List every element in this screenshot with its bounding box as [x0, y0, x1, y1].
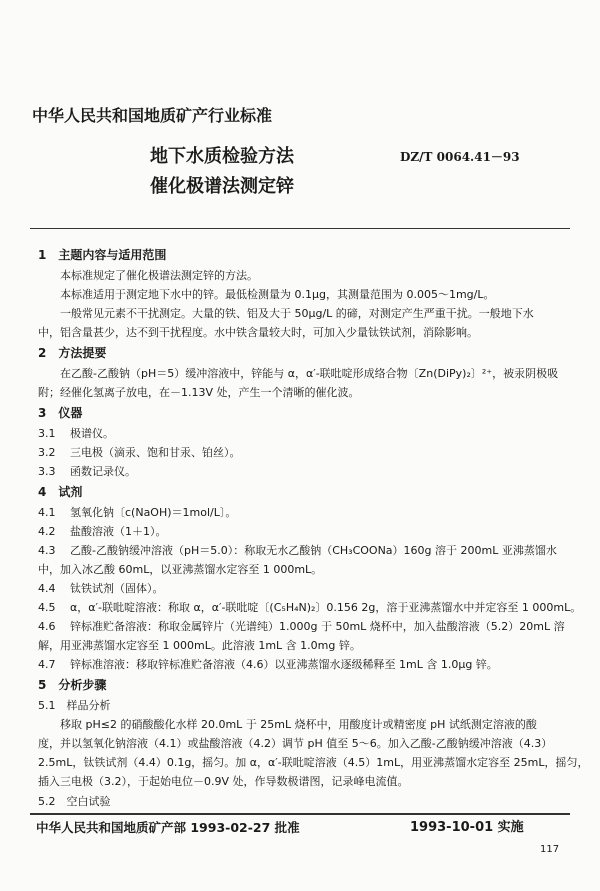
paragraph: 2.5mL，钛铁试剂（4.4）0.1g，摇匀。加 α，α′-联吡啶溶液（4.5）1mL，用亚沸蒸馏水定容至 25mL，摇匀，: [38, 756, 589, 769]
effective-date: 1993-10-01 实施: [410, 820, 524, 835]
list-item: [38, 655, 498, 674]
section-2-heading: 2 方法提要: [38, 346, 107, 360]
item-number: 4.2: [38, 525, 56, 538]
item-text: 氢氧化钠〔c(NaOH)＝1mol/L〕。: [70, 506, 237, 519]
footer-rule: [30, 813, 570, 815]
section-5-heading: 5 分析步骤: [38, 678, 107, 692]
item-number: 4.6: [38, 620, 56, 633]
list-item: [38, 443, 241, 462]
item-number: 4.5: [38, 601, 56, 614]
list-item: [38, 579, 164, 598]
item-text: 锌标准贮备溶液：称取金属锌片（光谱纯）1.000g 于 50mL 烧杯中，加入盐酸溶液（5.2）20mL 溶: [70, 620, 565, 633]
item-number: 3.2: [38, 446, 56, 459]
paragraph: 附；经催化氢离子放电，在－1.13V 处，产生一个清晰的催化波。: [38, 386, 360, 399]
item-text: 钛铁试剂（固体）。: [70, 582, 164, 595]
list-item: [38, 424, 114, 443]
item-number: 4.3: [38, 544, 56, 557]
item-text: 解，用亚沸蒸馏水定容至 1 000mL。此溶液 1mL 含 1.0mg 锌。: [38, 639, 361, 652]
page-number: 117: [540, 844, 560, 855]
paragraph: 在乙酸-乙酸钠（pH＝5）缓冲溶液中，锌能与 α，α′-联吡啶形成络合物〔Zn(DiPy)₂〕²⁺，被汞阴极吸: [60, 367, 559, 380]
standard-code: DZ/T 0064.41－93: [400, 150, 520, 164]
item-number: 4.4: [38, 582, 56, 595]
item-text: 三电极（滴汞、饱和甘汞、铂丝）。: [70, 446, 241, 459]
section-3-heading: 3 仪器: [38, 406, 83, 420]
list-item: [38, 462, 136, 481]
item-text: α，α′-联吡啶溶液：称取 α，α′-联吡啶〔(C₅H₄N)₂〕0.156 2g，溶于亚沸蒸馏水中并定容至 1 000mL。: [70, 601, 582, 614]
item-text: 函数记录仪。: [70, 465, 136, 478]
org-title: 中华人民共和国地质矿产行业标准: [32, 106, 273, 125]
list-item: [38, 503, 236, 522]
section-1-heading: 1 主题内容与适用范围: [38, 248, 167, 262]
paragraph: 中，铝含量甚少，达不到干扰程度。水中铁含量较大时，可加入少量钛铁试剂，消除影响。: [38, 326, 478, 339]
paragraph: 插入三电极（3.2），于起始电位－0.9V 处，作导数极谱图，记录峰电流值。: [38, 775, 409, 788]
list-item: [38, 560, 322, 579]
item-text: 盐酸溶液（1＋1）。: [70, 525, 167, 538]
item-text: 锌标准溶液：移取锌标准贮备溶液（4.6）以亚沸蒸馏水逐级稀释至 1mL 含 1.0μg 锌。: [70, 658, 498, 671]
subsection-5-2: 5.2 空白试验: [38, 795, 111, 808]
item-number: 3.3: [38, 465, 56, 478]
doc-title-line1: 地下水质检验方法: [150, 146, 294, 167]
subsection-5-1: 5.1 样品分析: [38, 699, 111, 712]
approval-date: 中华人民共和国地质矿产部 1993-02-27 批准: [36, 820, 300, 835]
paragraph: 本标准规定了催化极谱法测定锌的方法。: [60, 269, 258, 282]
item-number: 3.1: [38, 427, 56, 440]
paragraph: 移取 pH≤2 的硝酸酸化水样 20.0mL 于 25mL 烧杯中，用酸度计或精密度 pH 试纸测定溶液的酸: [60, 718, 537, 731]
paragraph: 度，并以氢氧化钠溶液（4.1）或盐酸溶液（4.2）调节 pH 值至 5～6。加入乙酸-乙酸钠缓冲溶液（4.3）: [38, 737, 553, 750]
paragraph: 一般常见元素不干扰测定。大量的铁、铝及大于 50μg/L 的碲，对测定产生严重干扰。一般地下水: [60, 307, 534, 320]
section-4-heading: 4 试剂: [38, 485, 83, 499]
list-item: [38, 598, 581, 617]
item-text: 乙酸-乙酸钠缓冲溶液（pH＝5.0）：称取无水乙酸钠（CH₃COONa）160g 溶于 200mL 亚沸蒸馏水: [70, 544, 557, 557]
doc-title-line2: 催化极谱法测定锌: [150, 176, 294, 197]
list-item: [38, 617, 565, 636]
list-item: [38, 636, 361, 655]
item-number: 4.1: [38, 506, 56, 519]
item-text: 中，加入冰乙酸 60mL，以亚沸蒸馏水定容至 1 000mL。: [38, 563, 323, 576]
list-item: [38, 541, 557, 560]
header-rule: [30, 228, 570, 229]
paragraph: 本标准适用于测定地下水中的锌。最低检测量为 0.1μg，其测量范围为 0.005～1mg/L。: [60, 288, 495, 301]
item-number: 4.7: [38, 658, 56, 671]
list-item: [38, 522, 167, 541]
item-text: 极谱仪。: [70, 427, 114, 440]
